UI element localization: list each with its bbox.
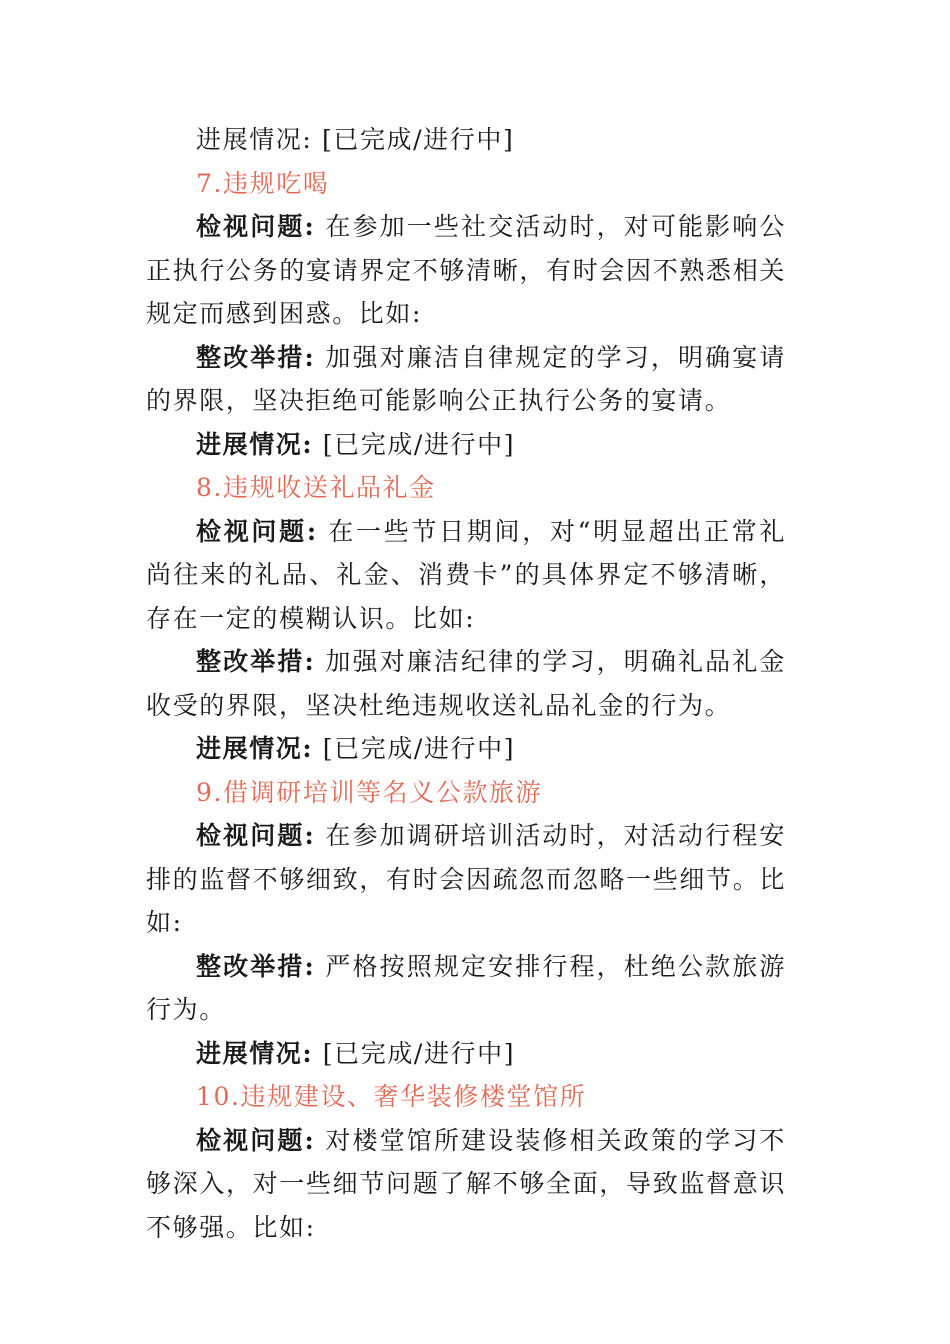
section-9-progress xyxy=(146,1032,786,1076)
section-7-measure xyxy=(146,336,786,423)
document-page xyxy=(146,118,786,1249)
measure-label: 整改举措: xyxy=(196,951,316,981)
issue-text: 对楼堂馆所建设装修相关政策的学习不够深入，对一些细节问题了解不够全面，导致监督意识不够强。比如: xyxy=(146,1125,787,1242)
section-8-measure xyxy=(146,640,786,727)
section-9-title: 9.借调研培训等名义公款旅游 xyxy=(196,777,543,807)
progress-label: 进展情况: xyxy=(196,429,314,459)
measure-text: 加强对廉洁纪律的学习，明确礼品礼金收受的界限，坚决杜绝违规收送礼品礼金的行为。 xyxy=(146,647,787,720)
issue-text: 在一些节日期间，对“明显超出正常礼尚往来的礼品、礼金、消费卡”的具体界定不够清晰，存在一定的模糊认识。比如: xyxy=(146,516,786,633)
progress-line xyxy=(146,118,786,162)
progress-label: 进展情况: xyxy=(196,1038,314,1068)
progress-value: [已完成/进行中] xyxy=(322,429,516,459)
progress-label: 进展情况: xyxy=(196,125,313,154)
section-7-title: 7.违规吃喝 xyxy=(196,168,330,198)
section-10-issue xyxy=(146,1119,786,1250)
section-7-issue xyxy=(146,205,786,336)
measure-label: 整改举措: xyxy=(196,647,316,676)
section-8-issue xyxy=(146,510,786,641)
issue-text: 在参加调研培训活动时，对活动行程安排的监督不够细致，有时会因疏忽而忽略一些细节。比如: xyxy=(146,821,787,937)
section-8-progress xyxy=(146,727,786,771)
progress-value: [已完成/进行中] xyxy=(322,1038,516,1068)
issue-label: 检视问题: xyxy=(196,516,318,546)
section-9-issue xyxy=(146,814,786,945)
measure-text: 加强对廉洁自律规定的学习，明确宴请的界限，坚决拒绝可能影响公正执行公务的宴请。 xyxy=(146,342,787,415)
progress-value: [已完成/进行中] xyxy=(321,125,515,154)
issue-label: 检视问题: xyxy=(196,1125,316,1155)
issue-label: 检视问题: xyxy=(196,212,316,241)
measure-label: 整改举措: xyxy=(196,342,316,372)
section-8-title: 8.违规收送礼品礼金 xyxy=(196,473,436,502)
issue-label: 检视问题: xyxy=(196,821,316,850)
progress-value: [已完成/进行中] xyxy=(322,734,516,763)
section-9-measure xyxy=(146,945,786,1032)
issue-text: 在参加一些社交活动时，对可能影响公正执行公务的宴请界定不够清晰，有时会因不熟悉相关规定而感到困惑。比如: xyxy=(146,212,787,328)
section-10-title: 10.违规建设、奢华装修楼堂馆所 xyxy=(196,1082,587,1111)
measure-text: 严格按照规定安排行程，杜绝公款旅游行为。 xyxy=(146,951,787,1024)
section-7-progress xyxy=(146,423,786,467)
progress-label: 进展情况: xyxy=(196,734,314,763)
